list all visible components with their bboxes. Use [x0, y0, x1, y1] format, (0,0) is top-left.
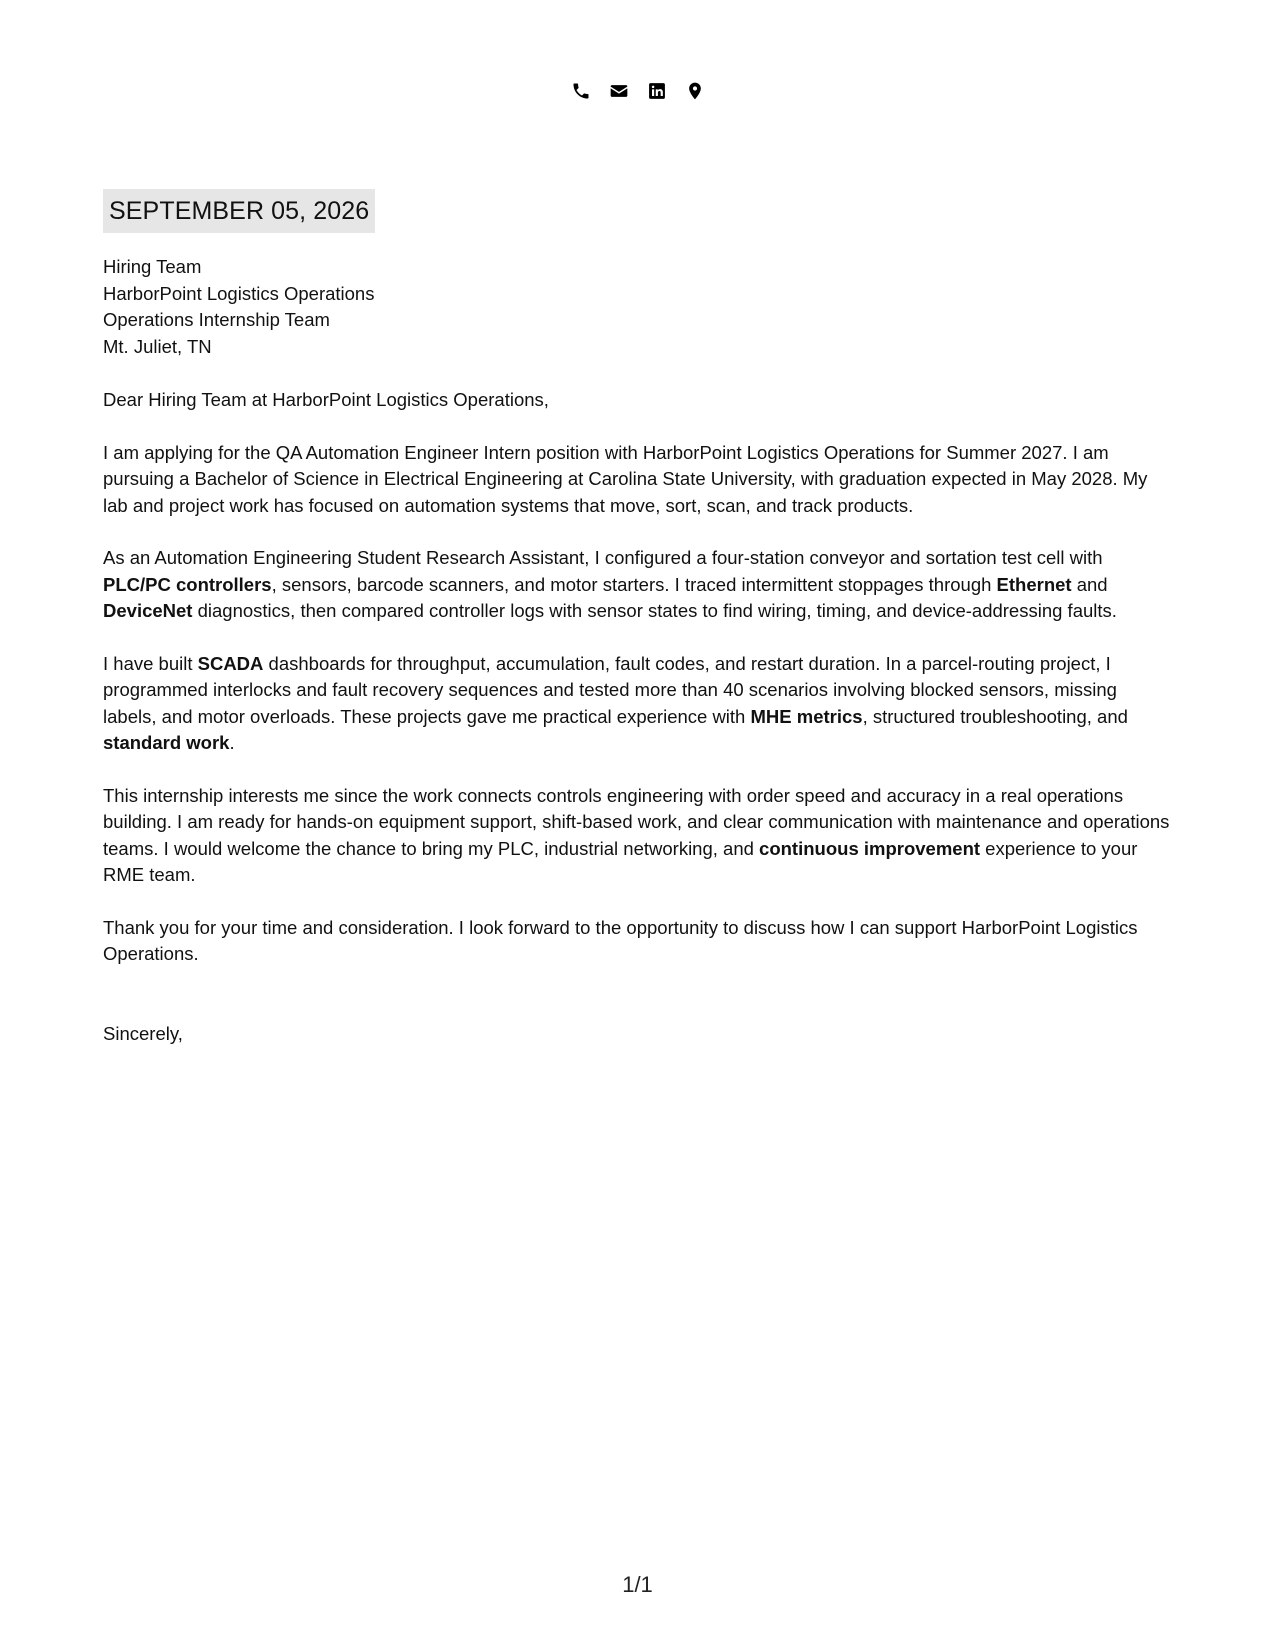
paragraph-scada-projects [103, 651, 1173, 757]
letter-date: SEPTEMBER 05, 2026 [103, 189, 375, 233]
text-run: , sensors, barcode scanners, and motor starters. I traced intermittent stoppages through [271, 573, 997, 595]
linkedin-icon[interactable] [646, 80, 668, 102]
paragraph-research-assistant [103, 545, 1173, 625]
envelope-icon[interactable] [608, 80, 630, 102]
closing-signoff: Sincerely, [103, 1022, 183, 1044]
text-run: I have built [103, 652, 198, 674]
text-run: As an Automation Engineering Student Research Assistant, I configured a four-station conveyor and sortation test cell with [103, 547, 1103, 568]
text-run: and [1071, 573, 1108, 595]
recipient-line-department: Operations Internship Team [103, 309, 330, 330]
paragraph-intro: I am applying for the QA Automation Engineer Intern position with HarborPoint Logistics Operations for Summer 2027. I am pursuing a Bachelor of Science in Electrical Engineering at Carolina State University, with graduation expected in May 2028. My lab and project work has focused on automation systems that move, sort, scan, and track products. [103, 441, 1148, 516]
keyword-ethernet: Ethernet [996, 573, 1072, 595]
contact-icons-bar [0, 80, 1275, 104]
text-run: This internship interests me since the work connects controls engineering with order speed and accuracy in a real operations building. I am ready for hands-on equipment support, shift-based work, and clear communication with maintenance and operations teams. I would welcome the chance to bring my PLC, industrial networking, and [103, 784, 1170, 859]
letter-body [103, 189, 1173, 1047]
text-run: experience to your RME team. [103, 837, 1138, 885]
text-run: , structured troubleshooting, and [862, 705, 1128, 727]
keyword-plc-controllers: PLC/PC controllers [103, 573, 272, 595]
keyword-mhe-metrics: MHE metrics [750, 705, 863, 727]
text-run: . [229, 732, 235, 753]
recipient-line-company: HarborPoint Logistics Operations [103, 282, 375, 304]
recipient-line-team: Hiring Team [103, 256, 202, 277]
page-number: 1/1 [622, 1572, 653, 1597]
keyword-continuous-improvement: continuous improvement [759, 837, 981, 859]
paragraph-interest [103, 783, 1173, 889]
text-run: diagnostics, then compared controller logs with sensor states to find wiring, timing, and device-addressing faults. [192, 600, 1117, 621]
recipient-address [103, 254, 1173, 360]
keyword-standard-work: standard work [103, 732, 230, 753]
text-run: dashboards for throughput, accumulation, fault codes, and restart duration. In a parcel-routing project, I programmed interlocks and fault recovery sequences and tested more than 40 scenarios involving blocked sensors, missing labels, and motor overloads. These projects gave me practical experience with [103, 652, 1117, 727]
phone-icon[interactable] [570, 80, 592, 102]
keyword-scada: SCADA [197, 652, 264, 674]
paragraph-thanks: Thank you for your time and consideration. I look forward to the opportunity to discuss how I can support HarborPoint Logistics Operations. [103, 916, 1138, 964]
location-pin-icon[interactable] [684, 80, 706, 102]
salutation: Dear Hiring Team at HarborPoint Logistics Operations, [103, 389, 549, 410]
keyword-devicenet: DeviceNet [103, 600, 193, 621]
recipient-line-location: Mt. Juliet, TN [103, 335, 212, 357]
